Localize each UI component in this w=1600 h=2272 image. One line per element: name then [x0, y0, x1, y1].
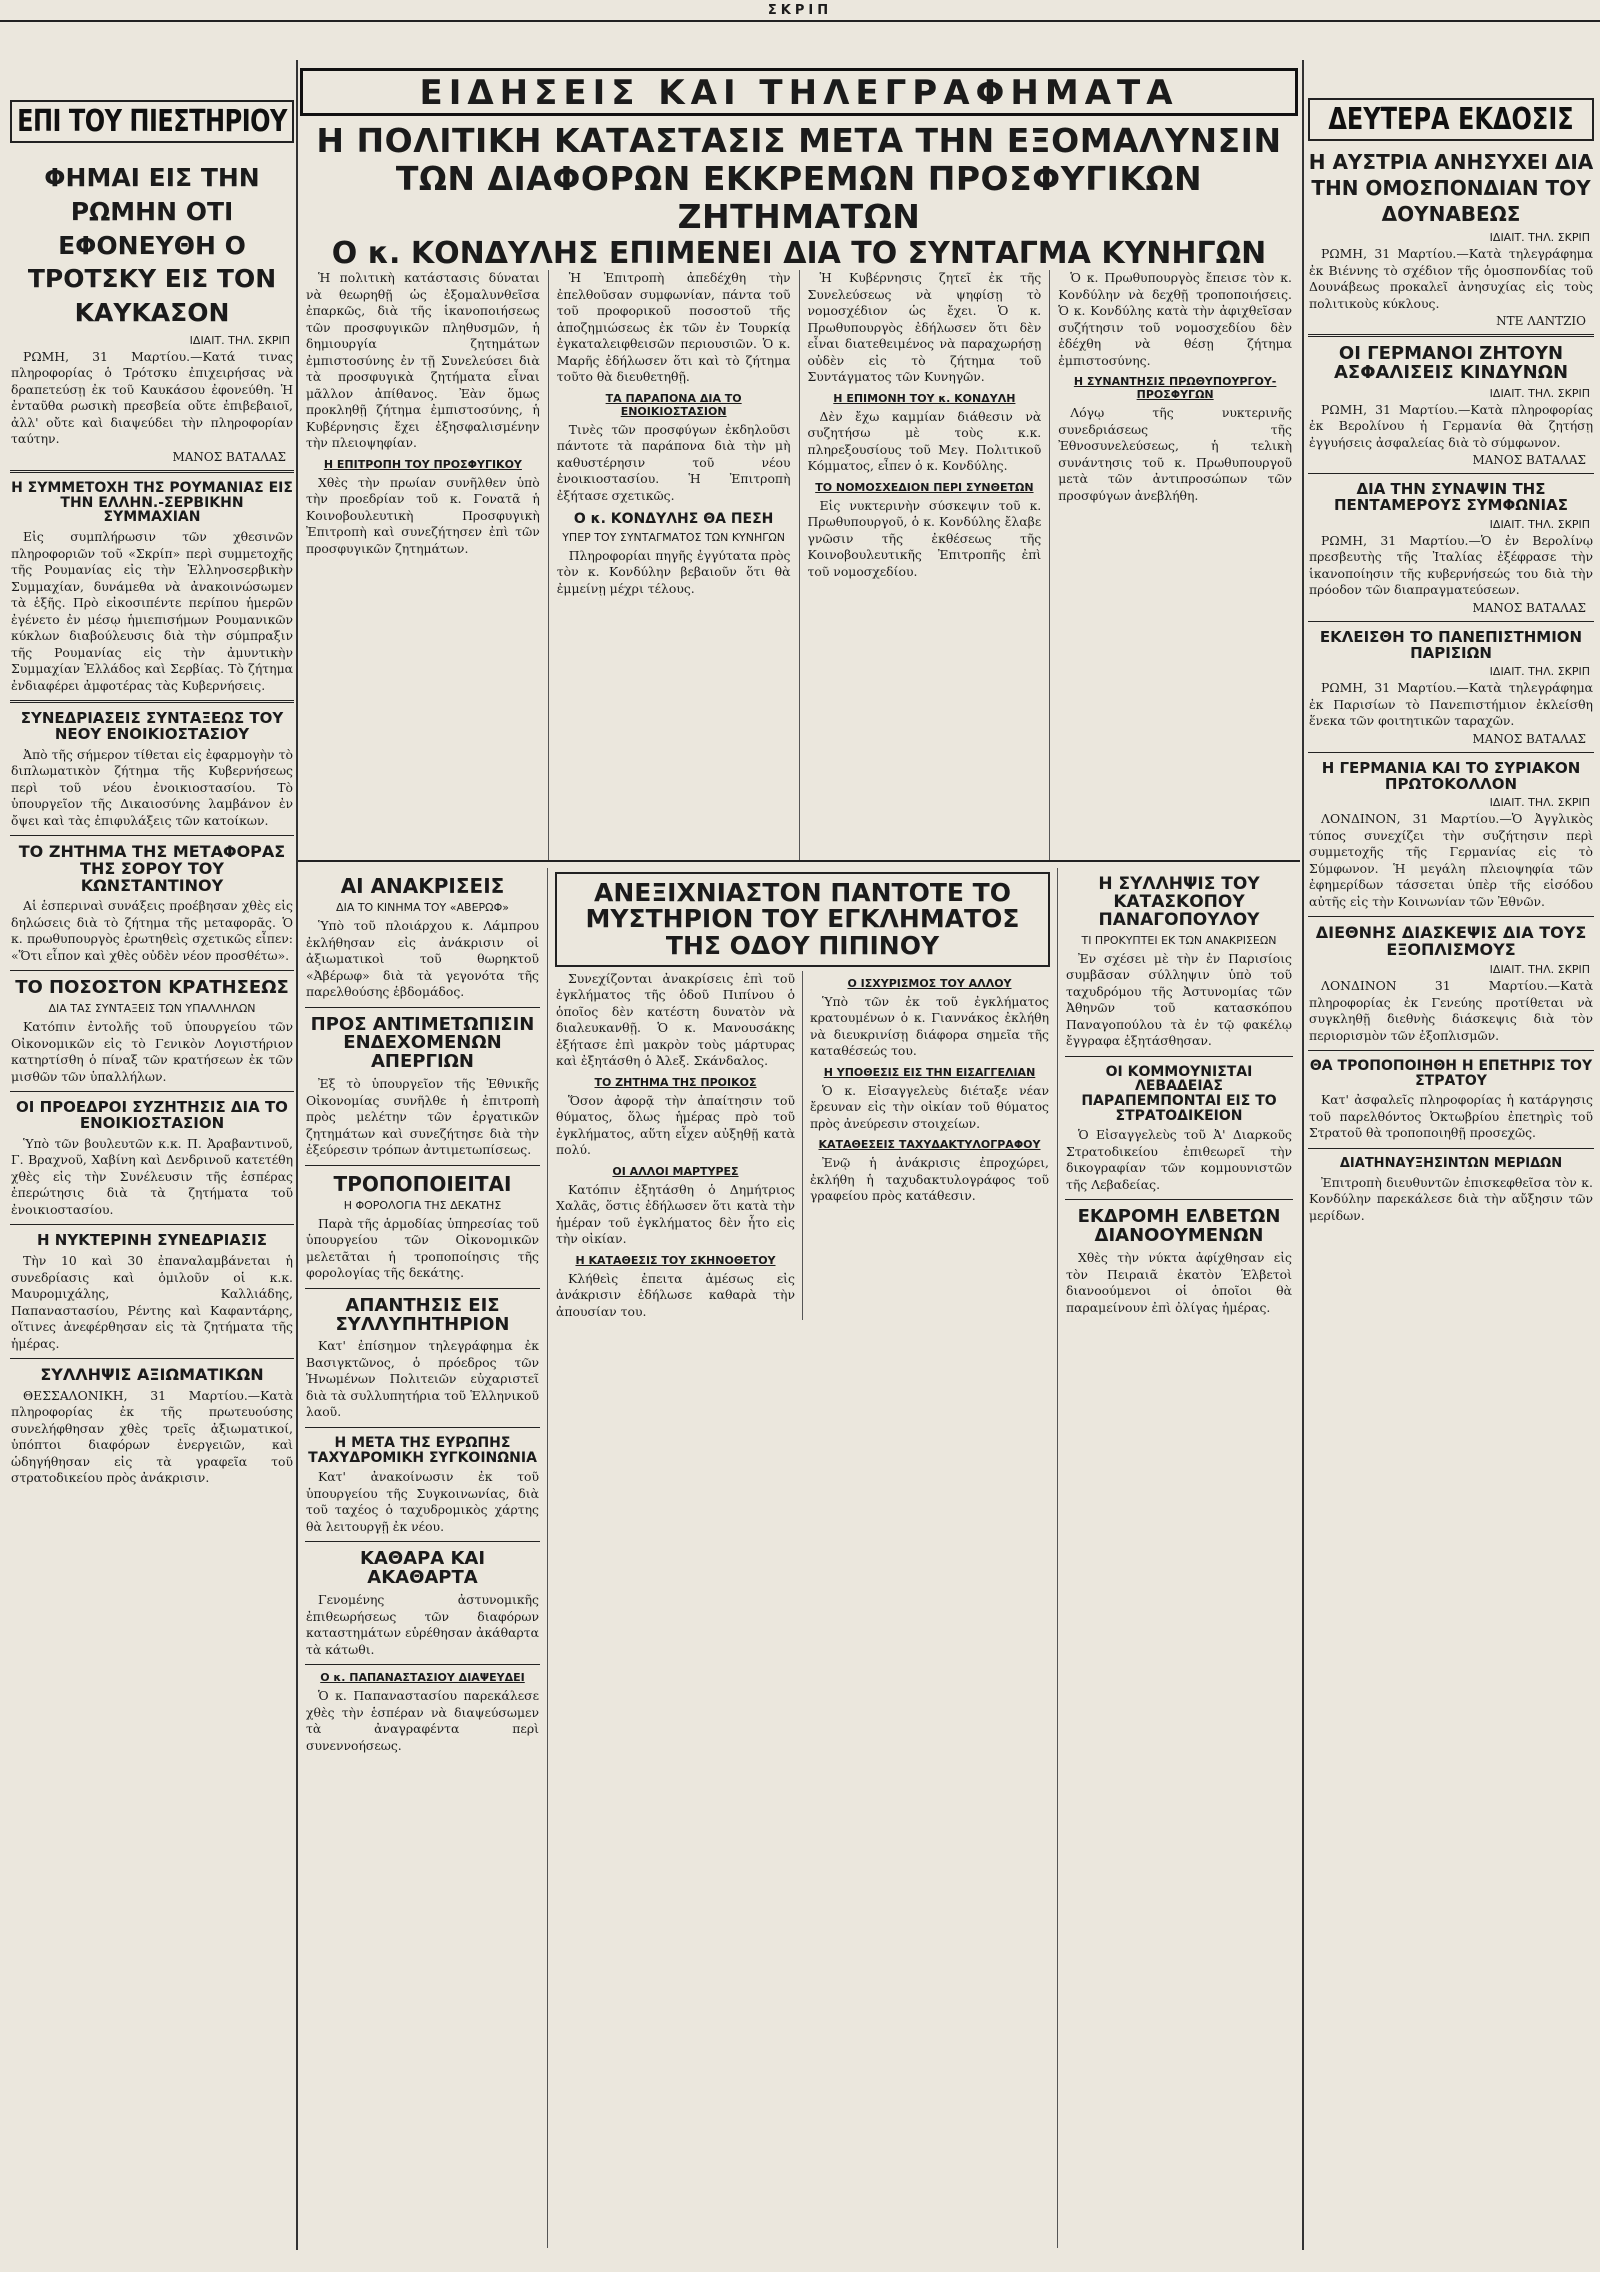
divider	[1308, 621, 1594, 622]
night-session-body: Τὴν 10 καὶ 30 ἐπαναλαμβάνεται ἡ συνεδρίασις καὶ ὁμιλοῦν οἱ κ.κ. Μαυρομιχάλης, Καλλιάδης, Παπαναστασίου, Ρέντης καὶ Καφαντάρης, οἵτινες ἀνεφέρθησαν εἰς τὰ ζητήματα τῆς ἡμέρας.	[11, 1253, 293, 1351]
right-banner-box	[1308, 98, 1594, 141]
main-headline-2: ΤΩΝ ΔΙΑΦΟΡΩΝ ΕΚΚΡΕΜΩΝ ΠΡΟΣΦΥΓΙΚΩΝ ΖΗΤΗΜΑΤΩΝ	[395, 158, 1203, 236]
kondylis-pesi-sub: ΥΠΕΡ ΤΟΥ ΣΥΝΤΑΓΜΑΤΟΣ ΤΩΝ ΚΥΝΗΓΩΝ	[562, 530, 786, 544]
divider	[10, 1224, 294, 1225]
divider	[10, 970, 294, 971]
conference-byline: ΙΔΙΑΙΤ. ΤΗΛ. ΣΚΡΙΠ	[1489, 963, 1590, 977]
germany-body: ΛΟΝΔΙΝΟΝ, 31 Μαρτίου.—Ὁ Ἀγγλικὸς τύπος συνεχίζει τὴν συζήτησιν περὶ συμμετοχῆς τῆς Γερμανίας εἰς τὸ Σύμφωνον. Ἡ μεγάλη πλειοψηφία τῶν ἐφημερίδων τάσσεται ὑπὲρ τῆς εἰσόδου αὐτῆς εἰς τὴν Κοινωνίαν τῶν Ἐθνῶν.	[1309, 811, 1593, 909]
divider	[1308, 334, 1594, 337]
witness1-headline: Ο ΙΣΧΥΡΙΣΜΟΣ ΤΟΥ ΑΛΛΟΥ	[847, 976, 1012, 990]
tax-sub: Η ΦΟΡΟΛΟΓΙΑ ΤΗΣ ΔΕΚΑΤΗΣ	[343, 1198, 502, 1212]
election-headline: ΕΚΛΕΙΣΘΗ ΤΟ ΠΑΝΕΠΙΣΤΗΜΙΟΝ ΠΑΡΙΣΙΩΝ	[1319, 627, 1583, 662]
trotsky-body: ΡΩΜΗ, 31 Μαρτίου.—Κατά τινας πληροφορίας ὁ Τρότσκυ ἐπιχειρήσας νὰ δραπετεύσῃ ἐκ τοῦ Καυκάσου ἐφονεύθη. Ἡ ἐνταῦθα ρωσικὴ πρεσβεία οὔτε ἐπιβεβαιοῖ, ἀλλ' οὔτε καὶ διαψεύδει τὴν πληροφορίαν ταύτην.	[11, 348, 293, 447]
masthead: ΣΚΡΙΠ	[0, 0, 1600, 22]
left-column	[8, 70, 296, 2270]
main-col2-body: Ἡ Ἐπιτροπὴ ἀπεδέχθη τὴν ἐπελθοῦσαν συμφωνίαν, πάντα τοῦ τοῦ προφορικοῦ ποσοστοῦ τῆς ἀποζημιώσεως ἐκ τῶν ἐν Τουρκίᾳ ἐγκαταλειφθεισῶν περιουσιῶν. Ὁ κ. Μαρῆς ἐδήλωσεν ὅτι καὶ τὸ ζήτημα τοῦτο θὰ διευθετηθῇ.	[556, 270, 791, 384]
arrests-body: ΘΕΣΣΑΛΟΝΙΚΗ, 31 Μαρτίου.—Κατὰ πληροφορίας ἐκ τῆς πρωτευούσης συνελήφθησαν χθὲς τρεῖς ἀξιωματικοί, ὑπόπτοι διαφόρων ἐνεργειῶν, καὶ ὡδηγήθησαν εἰς τὰ γραφεῖα τοῦ στρατοδικείου πρὸς ἀνάκρισιν.	[11, 1387, 293, 1486]
divider	[1065, 1199, 1293, 1200]
arrests-headline: ΣΥΛΛΗΨΙΣ ΑΞΙΩΜΑΤΙΚΩΝ	[40, 1365, 264, 1385]
witness2-body: Ὁ κ. Εἰσαγγελεὺς διέταξε νέαν ἔρευναν εἰς τὴν οἰκίαν τοῦ θύματος πρὸς ἀνεύρεσιν στοιχείων.	[810, 1082, 1049, 1131]
column-rule-right	[1302, 60, 1304, 2250]
complaints-body: Τινὲς τῶν προσφύγων ἐκδηλοῦσι πάντοτε τὰ παράπονα διὰ τὴν μὴ καθυστέρησιν τοῦ νέου ἐνοικιοστασίου. Ἡ Ἐπιτροπὴ ἐξήτασε σχετικῶς.	[556, 421, 791, 503]
army-body: Κατ' ἀσφαλεῖς πληροφορίας ἡ κατάργησις τοῦ παρελθόντος Ὀκτωβρίου ἐπετηρὶς τοῦ Στρατοῦ θὰ τροποποιηθῇ προσεχῶς.	[1309, 1092, 1593, 1141]
main-headline-1: Η ΠΟΛΙΤΙΚΗ ΚΑΤΑΣΤΑΣΙΣ ΜΕΤΑ ΤΗΝ ΕΞΟΜΑΛΥΝΣΙΝ	[316, 121, 1282, 160]
center-banner: ΕΙΔΗΣΕΙΣ ΚΑΙ ΤΗΛΕΓΡΑΦΗΜΑΤΑ	[300, 68, 1298, 116]
tax-body: Παρὰ τῆς ἁρμοδίας ὑπηρεσίας τοῦ ὑπουργείου τῶν Οἰκονομικῶν μελετᾶται ἡ τροποποίησις τῆς φορολογίας τῆς δεκάτης.	[306, 1215, 539, 1281]
mystery-body: Συνεχίζονται ἀνακρίσεις ἐπὶ τοῦ ἐγκλήματος τῆς ὁδοῦ Πιπίνου ὁ ὁποῖος δὲν κατέστη δυνατὸν νὰ διαλευκανθῇ. Ὁ κ. Μανουσάκης ἐξήτασε ἐπὶ μακρὸν τοὺς μάρτυρας καὶ ἐξητάσθη ὁ Ἀλεξ. Σκάνδαλος.	[556, 970, 795, 1069]
germany-headline: Η ΓΕΡΜΑΝΙΑ ΚΑΙ ΤΟ ΣΥΡΙΑΚΟΝ ΠΡΩΤΟΚΟΛΛΟΝ	[1321, 758, 1581, 793]
main-story-col-4	[1050, 270, 1300, 860]
trotsky-sign: ΜΑΝΟΣ ΒΑΤΑΛΑΣ	[172, 449, 286, 464]
tobacco-headline: ΣΥΝΕΔΡΙΑΣΕΙΣ ΣΥΝΤΑΞΕΩΣ ΤΟΥ ΝΕΟΥ ΕΝΟΙΚΙΟΣΤΑΣΙΟΥ	[20, 709, 284, 743]
divider	[1308, 916, 1594, 917]
clean-body: Γενομένης ἀστυνομικῆς ἐπιθεωρήσεως τῶν διαφόρων καταστημάτων εὑρέθησαν ἀκάθαρτα τὰ κάτωθι.	[306, 1592, 539, 1657]
night-session-headline: Η ΝΥΚΤΕΡΙΝΗ ΣΥΝΕΔΡΙΑΣΙΣ	[37, 1231, 267, 1250]
election-body: ΡΩΜΗ, 31 Μαρτίου.—Κατὰ τηλεγράφημα ἐκ Παρισίων τὸ Πανεπιστήμιον ἐκλείσθη ἕνεκα τῶν φοιτητικῶν ταραχῶν.	[1309, 680, 1593, 729]
austria-sign: ΝΤΕ ΛΑΝΤΖΙΟ	[1496, 314, 1586, 329]
divider	[305, 1288, 540, 1289]
transfer-body: Αἱ ἑσπεριναὶ συνάξεις προέβησαν χθὲς εἰς δηλώσεις διὰ τὸ ζήτημα τῆς μεταφορᾶς. Ὁ κ. πρωθυπουργὸς ἐρωτηθεὶς σχετικῶς εἶπεν: «Ὅτι εἶπον καὶ χθὲς οὐδὲν νέον προσθέτω».	[11, 898, 293, 963]
averof-sub: ΔΙΑ ΤΟ ΚΙΝΗΜΑ ΤΟΥ «ΑΒΕΡΩΦ»	[336, 901, 509, 914]
divider	[10, 835, 294, 836]
kondylis-proposal-headline: Η ΕΠΙΜΟΝΗ ΤΟΥ κ. ΚΟΝΔΥΛΗ	[833, 391, 1016, 405]
divider	[1308, 1050, 1594, 1051]
kondylis-proposal-body: Δὲν ἔχω καμμίαν διάθεσιν νὰ συζητήσω μὲ τοὺς κ.κ. πληρεξουσίους τοῦ Μεγ. Πολιτικοῦ Κόμματος, εἶπεν ὁ κ. Κονδύλης.	[807, 408, 1042, 473]
clean-headline: ΚΑΘΑΡΑ ΚΑΙ ΑΚΑΘΑΡΤΑ	[359, 1548, 486, 1589]
housing-headline: ΟΙ ΠΡΟΕΔΡΟΙ ΣΥΖΗΤΗΣΙΣ ΔΙΑ ΤΟ ΕΝΟΙΚΙΟΣΤΑΣΙΟΝ	[16, 1098, 288, 1133]
mystery-columns	[553, 971, 1052, 1321]
lower-col-3	[1058, 868, 1300, 2248]
percent-sub: ΔΙΑ ΤΑΣ ΣΥΝΤΑΞΕΙΣ ΤΩΝ ΥΠΑΛΛΗΛΩΝ	[48, 1002, 256, 1016]
strikes-headline: ΠΡΟΣ ΑΝΤΙΜΕΤΩΠΙΣΙΝ ΕΝΔΕΧΟΜΕΝΩΝ ΑΠΕΡΓΙΩΝ	[310, 1013, 535, 1073]
other-witnesses-headline: ΟΙ ΑΛΛΟΙ ΜΑΡΤΥΡΕΣ	[612, 1164, 739, 1178]
lower-col-1	[298, 868, 548, 2248]
romania-headline: Η ΣΥΜΜΕΤΟΧΗ ΤΗΣ ΡΟΥΜΑΝΙΑΣ ΕΙΣ ΤΗΝ ΕΛΛΗΝ.-ΣΕΡΒΙΚΗΝ ΣΥΜΜΑΧΙΑΝ	[11, 479, 293, 526]
averof-body: Ὑπὸ τοῦ πλοιάρχου κ. Λάμπρου ἐκλήθησαν εἰς ἀνάκρισιν οἱ ἀξιωματικοὶ τοῦ θωρηκτοῦ «Ἀβέρωφ» διὰ τὰ γεγονότα τῆς παρελθούσης ἑβδομάδος.	[306, 918, 539, 999]
condolence-body: Κατ' ἐπίσημον τηλεγράφημα ἐκ Βασιγκτῶνος, ὁ πρόεδρος τῶν Ἡνωμένων Πολιτειῶν εὐχαριστεῖ διὰ τὰ συλλυπητήρια τοῦ Ἑλληνικοῦ λαοῦ.	[306, 1338, 539, 1420]
germany-byline: ΙΔΙΑΙΤ. ΤΗΛ. ΣΚΡΙΠ	[1489, 796, 1590, 810]
pact-byline: ΙΔΙΑΙΤ. ΤΗΛ. ΣΚΡΙΠ	[1489, 517, 1590, 531]
army-headline: ΘΑ ΤΡΟΠΟΠΟΙΗΘΗ Η ΕΠΕΤΗΡΙΣ ΤΟΥ ΣΤΡΑΤΟΥ	[1309, 1058, 1593, 1089]
defendant-headline: Η ΚΑΤΑΘΕΣΙΣ ΤΟΥ ΣΚΗΝΟΘΕΤΟΥ	[575, 1253, 776, 1267]
lower-story-columns	[298, 868, 1300, 2248]
excursion-headline: ΕΚΔΡΟΜΗ ΕΛΒΕΤΩΝ ΔΙΑΝΟΟΥΜΕΝΩΝ	[1077, 1206, 1281, 1247]
refugee-committee-body: Χθὲς τὴν πρωίαν συνῆλθεν ὑπὸ τὴν προεδρίαν τοῦ κ. Γονατᾶ ἡ Κοινοβουλευτικὴ Προσφυγικὴ Ἐπιτροπὴ καὶ συνεζήτησεν ἐπὶ τῶν προσφυγικῶν ζητημάτων.	[306, 474, 540, 556]
postal-headline: Η ΜΕΤΑ ΤΗΣ ΕΥΡΩΠΗΣ ΤΑΧΥΔΡΟΜΙΚΗ ΣΥΓΚΟΙΝΩΝΙΑ	[308, 1434, 537, 1466]
germans-body: ΡΩΜΗ, 31 Μαρτίου.—Κατὰ πληροφορίας ἐκ Βερολίνου ἡ Γερμανία θὰ ζητήσῃ ἐγγυήσεις ἀσφαλείας διὰ τὸ σύμφωνον.	[1309, 401, 1593, 450]
mystery-headline: ΑΝΕΞΙΧΝΙΑΣΤΟΝ ΠΑΝΤΟΤΕ ΤΟ ΜΥΣΤΗΡΙΟΝ ΤΟΥ ΕΓΚΛΗΜΑΤΟΣ ΤΗΣ ΟΔΟΥ ΠΙΠΙΝΟΥ	[585, 878, 1020, 960]
refugee-committee-headline: Η ΕΠΙΤΡΟΠΗ ΤΟΥ ΠΡΟΣΦΥΓΙΚΟΥ	[323, 457, 522, 471]
germans-sign: ΜΑΝΟΣ ΒΑΤΑΛΑΣ	[1472, 453, 1586, 468]
pact-sign: ΜΑΝΟΣ ΒΑΤΑΛΑΣ	[1472, 600, 1586, 615]
communists-body: Ὁ Εἰσαγγελεὺς τοῦ Ἀ' Διαρκοῦς Στρατοδικείου ἐπιθεωρεῖ τὴν δικογραφίαν τῶν κομμουνιστῶν τῆς Λεβαδείας.	[1066, 1127, 1292, 1192]
conference-headline: ΔΙΕΘΝΗΣ ΔΙΑΣΚΕΨΙΣ ΔΙΑ ΤΟΥΣ ΕΞΟΠΛΙΣΜΟΥΣ	[1315, 923, 1587, 960]
divider	[305, 1427, 540, 1428]
divider	[1308, 473, 1594, 474]
dowry-body: Ὅσον ἀφορᾷ τὴν ἀπαίτησιν τοῦ θύματος, ὅλως ἡμέρας πρὸ τοῦ ἐγκλήματος, αὕτη εἶχεν αὐξηθῇ κατὰ πολύ.	[556, 1092, 795, 1158]
transfer-headline: ΤΟ ΖΗΤΗΜΑ ΤΗΣ ΜΕΤΑΦΟΡΑΣ ΤΗΣ ΣΟΡΟΥ ΤΟΥ ΚΩΝΣΤΑΝΤΙΝΟΥ	[18, 842, 286, 895]
right-banner: ΔΕΥΤΕΡΑ ΕΚΔΟΣΙΣ	[1328, 101, 1574, 137]
defendant-body: Κλήθεὶς ἐπειτα ἀμέσως εἰς ἀνάκρισιν ἐδήλωσε καθαρὰ τὴν ἀπουσίαν του.	[556, 1270, 795, 1319]
legislation-body: Εἰς νυκτερινὴν σύσκεψιν τοῦ κ. Πρωθυπουργοῦ, ὁ κ. Κονδύλης ἔλαβε γνῶσιν τῆς ἐκθέσεως τῆς Κοινοβουλευτικῆς Ἐπιτροπῆς ἐπὶ τοῦ νομοσχεδίου.	[807, 497, 1042, 579]
germans-headline: ΟΙ ΓΕΡΜΑΝΟΙ ΖΗΤΟΥΝ ΑΣΦΑΛΙΣΕΙΣ ΚΙΝΔΥΝΩΝ	[1333, 343, 1569, 384]
divider	[10, 1358, 294, 1359]
condolence-headline: ΑΠΑΝΤΗΣΙΣ ΕΙΣ ΣΥΛΛΥΠΗΤΗΡΙΟΝ	[335, 1294, 510, 1335]
housing-body: Ὑπὸ τῶν βουλευτῶν κ.κ. Π. Ἀραβαντινοῦ, Γ. Βραχνοῦ, Χαβίνη καὶ Δενδρινοῦ κατετέθη χθὲς εἰς τὴν Συνέλευσιν τῆς ἑσπέρας ἐπερώτησις διὰ τὰ ζητήματα τοῦ ἐνοικιοστασίου.	[11, 1135, 293, 1217]
witness3-body: Ἐνῷ ἡ ἀνάκρισις ἐπροχώρει, ἐκλήθη ἡ ταχυδακτυλογράφος τοῦ γραφείου πρὸς κατάθεσιν.	[810, 1155, 1049, 1204]
pm-meeting-body: Λόγῳ τῆς νυκτερινῆς συνεδριάσεως τῆς Ἐθνοσυνελεύσεως, ἡ τελικὴ συνάντησις τοῦ κ. Πρωθυπουργοῦ μετὰ τῶν ἀντιπροσώπων τῶν προσφύγων ἀνεβλήθη.	[1058, 405, 1292, 503]
trotsky-headline: ΦΗΜΑΙ ΕΙΣ ΤΗΝ ΡΩΜΗΝ ΟΤΙ ΕΦΟΝΕΥΘΗ Ο ΤΡΟΤΣΚΥ ΕΙΣ ΤΟΝ ΚΑΥΚΑΣΟΝ	[27, 163, 277, 328]
austria-headline: Η ΑΥΣΤΡΙΑ ΑΝΗΣΥΧΕΙ ΔΙΑ ΤΗΝ ΟΜΟΣΠΟΝΔΙΑΝ ΤΟΥ ΔΟΥΝΑΒΕΩΣ	[1308, 150, 1594, 227]
trotsky-byline: ΙΔΙΑΙΤ. ΤΗΛ. ΣΚΡΙΠ	[189, 333, 290, 347]
main-story-columns	[298, 270, 1300, 860]
mystery-headline-box	[555, 872, 1050, 967]
complaints-headline: ΤΑ ΠΑΡΑΠΟΝΑ ΔΙΑ ΤΟ ΕΝΟΙΚΙΟΣΤΑΣΙΟΝ	[605, 391, 742, 418]
pm-meeting-headline: Η ΣΥΝΑΝΤΗΣΙΣ ΠΡΩΘΥΠΟΥΡΓΟΥ-ΠΡΟΣΦΥΓΩΝ	[1073, 375, 1277, 401]
percent-body: Κατόπιν ἐντολῆς τοῦ ὑπουργείου τῶν Οἰκονομικῶν εἰς τὸ Γενικὸν Λογιστήριον κατηρτίσθη ὁ πίναξ τῶν κρατήσεων ἐκ τῶν μισθῶν τῶν ὑπαλλήλων.	[11, 1019, 293, 1084]
divider	[10, 700, 294, 703]
communists-headline: ΟΙ ΚΟΜΜΟΥΝΙΣΤΑΙ ΛΕΒΑΔΕΙΑΣ ΠΑΡΑΠΕΜΠΟΝΤΑΙ ΕΙΣ ΤΟ ΣΤΡΑΤΟΔΙΚΕΙΟΝ	[1081, 1063, 1277, 1124]
kondylis-pesi-headline: Ο κ. ΚΟΝΔΥΛΗΣ ΘΑ ΠΕΣΗ	[573, 511, 774, 527]
newspaper-headline: ΔΙΑΤΗΝΑΥΞΗΣΙΝΤΩΝ ΜΕΡΙΔΩΝ	[1339, 1155, 1563, 1171]
newspaper-body: Ἐπιτροπὴ διευθυντῶν ἐπισκεφθεῖσα τὸν κ. Κονδύλην παρεκάλεσε διὰ τὴν αὔξησιν τῶν μερίδων.	[1309, 1174, 1593, 1223]
arrest-panagopoulos-headline: Η ΣΥΛΛΗΨΙΣ ΤΟΥ ΚΑΤΑΣΚΟΠΟΥ ΠΑΝΑΓΟΠΟΥΛΟΥ	[1098, 874, 1260, 930]
strikes-body: Ἐξ τὸ ὑπουργεῖον τῆς Ἐθνικῆς Οἰκονομίας συνῆλθε ἡ ἐπιτροπὴ πρὸς μελέτην τῶν ἐργατικῶν ζητημάτων καὶ συνεζήτησε διὰ τὴν ἐξεύρεσιν τρόπων ἀντιμετωπίσεως.	[306, 1076, 539, 1158]
romania-body: Εἰς συμπλήρωσιν τῶν χθεσινῶν πληροφοριῶν τοῦ «Σκρίπ» περὶ συμμετοχῆς τῆς Ρουμανίας εἰς τὴν Ἑλληνοσερβικὴν Συμμαχίαν, δυνάμεθα νὰ ἀνακοινώσωμεν τὰ ἑξῆς. Πρὸ εἰκοσιπέντε περίπου ἡμερῶν ἐγένετο ἐν μέσῳ ἡμιεπισήμων Ρουμανικῶν κύκλων διαβούλευσις διὰ τὴν σύμπραξιν τῆς Ρουμανίας εἰς τὴν ἀμυντικὴν Συμμαχίαν Ἑλλάδος καὶ Σερβίας. Τὸ ζήτημα ἐνδιαφέρει ἀμφοτέρας τὰς Κυβερνήσεις.	[11, 529, 293, 693]
left-banner-box	[10, 100, 294, 143]
postal-body: Κατ' ἀνακοίνωσιν ἐκ τοῦ ὑπουργείου τῆς Συγκοινωνίας, διὰ τοῦ ταχέος ὁ ταχυδρομικὸς χάρτης θὰ λειτουργῇ ἐκ νέου.	[306, 1469, 539, 1534]
divider	[305, 1007, 540, 1008]
election-byline: ΙΔΙΑΙΤ. ΤΗΛ. ΣΚΡΙΠ	[1489, 665, 1590, 679]
tobacco-body: Ἀπὸ τῆς σήμερον τίθεται εἰς ἐφαρμογὴν τὸ διπλωματικὸν ζήτημα τῆς Κυβερνήσεως περὶ τοῦ νέου ἐνοικιοστασίου. Τὸ ὑπουργεῖον τῆς Δικαιοσύνης λαμβάνον ἐν ὄψει καὶ τὰς ἐπιφυλάξεις τῶν κατοίκων.	[11, 746, 293, 828]
arrest-panagopoulos-body: Ἐν σχέσει μὲ τὴν ἐν Παρισίοις συμβᾶσαν σύλληψιν ὑπὸ τοῦ ταχυδρόμου τῆς Ἀστυνομίας τῶν Ἀθηνῶν τοῦ κατασκόπου Παναγοπούλου τὰ ἐν τῷ φακέλῳ ἔγγραφα ἐξητάσθησαν.	[1066, 950, 1292, 1049]
dowry-headline: ΤΟ ΖΗΤΗΜΑ ΤΗΣ ΠΡΟΙΚΟΣ	[594, 1075, 757, 1089]
divider	[305, 1165, 540, 1166]
main-story-col-3	[800, 270, 1051, 860]
main-col4-body: Ὁ κ. Πρωθυπουργὸς ἔπεισε τὸν κ. Κονδύλην νὰ δεχθῇ τροποποιήσεις. Ὁ κ. Κονδύλης κατὰ τὴν ἀφιχθεῖσαν συζήτησιν τοῦ νομοσχεδίου δὲν ἐδέχθη νὰ θέσῃ ζήτημα ἐμπιστοσύνης.	[1058, 270, 1292, 368]
election-sign: ΜΑΝΟΣ ΒΑΤΑΛΑΣ	[1472, 731, 1586, 746]
germans-byline: ΙΔΙΑΙΤ. ΤΗΛ. ΣΚΡΙΠ	[1489, 386, 1590, 400]
pact-body: ΡΩΜΗ, 31 Μαρτίου.—Ὁ ἐν Βερολίνῳ πρεσβευτὴς τῆς Ἰταλίας ἐξέφρασε τὴν ἱκανοποίησιν τῆς κυβερνήσεώς του διὰ τὴν πρόοδον τῶν διαπραγματεύσεων.	[1309, 532, 1593, 598]
papanastasiou-body: Ὁ κ. Παπαναστασίου παρεκάλεσε χθὲς τὴν ἑσπέραν νὰ διαψεύσωμεν τὰ ἀναγραφέντα περὶ συνεννοήσεως.	[306, 1688, 539, 1753]
right-column	[1306, 70, 1596, 2270]
witness1-body: Ὑπὸ τῶν ἐκ τοῦ ἐγκλήματος κρατουμένων ὁ κ. Γιαννάκος ἐκλήθη νὰ διευκρινίσῃ διάφορα σημεῖα τῆς καταθέσεώς του.	[810, 993, 1049, 1059]
lower-col-2	[548, 868, 1058, 2248]
averof-headline: ΑΙ ΑΝΑΚΡΙΣΕΙΣ	[340, 874, 505, 898]
center-column	[298, 60, 1300, 2260]
divider	[298, 860, 1300, 862]
austria-body: ΡΩΜΗ, 31 Μαρτίου.—Κατὰ τηλεγράφημα ἐκ Βιέννης τὸ σχέδιον τῆς ὁμοσπονδίας τοῦ Δουνάβεως προκαλεῖ ἀνησυχίας εἰς τοὺς πολιτικοὺς κύκλους.	[1309, 246, 1593, 311]
left-banner: ΕΠΙ ΤΟΥ ΠΙΕΣΤΗΡΙΟΥ	[17, 103, 287, 139]
divider	[305, 1541, 540, 1542]
mystery-col-2	[803, 971, 1052, 1321]
excursion-body: Χθὲς τὴν νύκτα ἀφίχθησαν εἰς τὸν Πειραιᾶ ἑκατὸν Ἑλβετοὶ διανοούμενοι οἱ ὁποῖοι θὰ παραμείνουν ἐπὶ ὀλίγας ἡμέρας.	[1066, 1250, 1292, 1315]
witness3-headline: ΚΑΤΑΘΕΣΕΙΣ ΤΑΧΥΔΑΚΤΥΛΟΓΡΑΦΟΥ	[818, 1138, 1041, 1152]
legislation-headline: ΤΟ ΝΟΜΟΣΧΕΔΙΟΝ ΠΕΡΙ ΣΥΝΘΕΤΩΝ	[815, 480, 1034, 494]
divider	[1065, 1056, 1293, 1057]
divider	[1308, 752, 1594, 753]
papanastasiou-headline: Ο κ. ΠΑΠΑΝΑΣΤΑΣΙΟΥ ΔΙΑΨΕΥΔΕΙ	[320, 1671, 525, 1685]
mystery-col-1	[553, 971, 803, 1321]
witness2-headline: Η ΥΠΟΘΕΣΙΣ ΕΙΣ ΤΗΝ ΕΙΣΑΓΓΕΛΙΑΝ	[823, 1065, 1036, 1079]
divider	[10, 470, 294, 473]
kondylis-headline: Ο κ. ΚΟΝΔΥΛΗΣ ΕΠΙΜΕΝΕΙ ΔΙΑ ΤΟ ΣΥΝΤΑΓΜΑ ΚΥΝΗΓΩΝ	[331, 235, 1267, 271]
divider	[1308, 1148, 1594, 1149]
main-col1-body: Ἡ πολιτικὴ κατάστασις δύναται νὰ θεωρηθῇ ὡς ἐξομαλυνθεῖσα ἐπαρκῶς, διὰ τῆς ἱκανοποιήσεως τῶν προσφυγικῶν πληθυσμῶν, ἡ δημιουργία ζητημάτων ἐμπιστοσύνης ἐν τῇ Συνελεύσει διὰ τὰ προσφυγικὰ ζητήματα εἶναι μᾶλλον ἀπίθανος. Ἐὰν ὅμως προκληθῇ ζήτημα ἐμπιστοσύνης, ἡ Κυβέρνησις ἔχει ἐξησφαλισμένην τὴν πλειοψηφίαν.	[306, 270, 540, 450]
percent-headline: ΤΟ ΠΟΣΟΣΤΟΝ ΚΡΑΤΗΣΕΩΣ	[15, 977, 289, 999]
divider	[305, 1664, 540, 1665]
other-witnesses-body: Κατόπιν ἐξητάσθη ὁ Δημήτριος Χαλᾶς, ὅστις ἐδήλωσεν ὅτι κατὰ τὴν ἡμέραν τοῦ ἐγκλήματος δὲν ἦτο εἰς τὴν οἰκίαν.	[556, 1181, 795, 1247]
tax-headline: ΤΡΟΠΟΠΟΙΕΙΤΑΙ	[333, 1171, 512, 1196]
kondylis-pesi-body: Πληροφορίαι πηγῆς ἐγγύτατα πρὸς τὸν κ. Κονδύλην βεβαιοῦν ὅτι θὰ ἐμμείνῃ μέχρι τέλους.	[556, 547, 791, 596]
main-story-col-2	[549, 270, 800, 860]
main-col3-body: Ἡ Κυβέρνησις ζητεῖ ἐκ τῆς Συνελεύσεως νὰ ψηφίσῃ τὸ νομοσχέδιον ὡς ἔχει. Ὁ κ. Πρωθυπουργὸς ἐδήλωσεν ὅτι δὲν εἶναι διατεθειμένος νὰ παραχωρήσῃ οὐδὲν εἰς τὸ ζήτημα τοῦ Συντάγματος τῶν Κυνηγῶν.	[807, 270, 1042, 384]
conference-body: ΛΟΝΔΙΝΟΝ 31 Μαρτίου.—Κατὰ πληροφορίας ἐκ Γενεύης προτίθεται νὰ συγκληθῇ διεθνὴς διάσκεψις διὰ τὸν περιορισμὸν τῶν ἐξοπλισμῶν.	[1309, 978, 1593, 1043]
austria-byline: ΙΔΙΑΙΤ. ΤΗΛ. ΣΚΡΙΠ	[1489, 231, 1590, 245]
pact-headline: ΔΙΑ ΤΗΝ ΣΥΝΑΨΙΝ ΤΗΣ ΠΕΝΤΑΜΕΡΟΥΣ ΣΥΜΦΩΝΙΑΣ	[1334, 480, 1568, 515]
main-story-col-1	[298, 270, 549, 860]
arrest-panagopoulos-sub: ΤΙ ΠΡΟΚΥΠΤΕΙ ΕΚ ΤΩΝ ΑΝΑΚΡΙΣΕΩΝ	[1081, 933, 1277, 947]
divider	[10, 1091, 294, 1092]
